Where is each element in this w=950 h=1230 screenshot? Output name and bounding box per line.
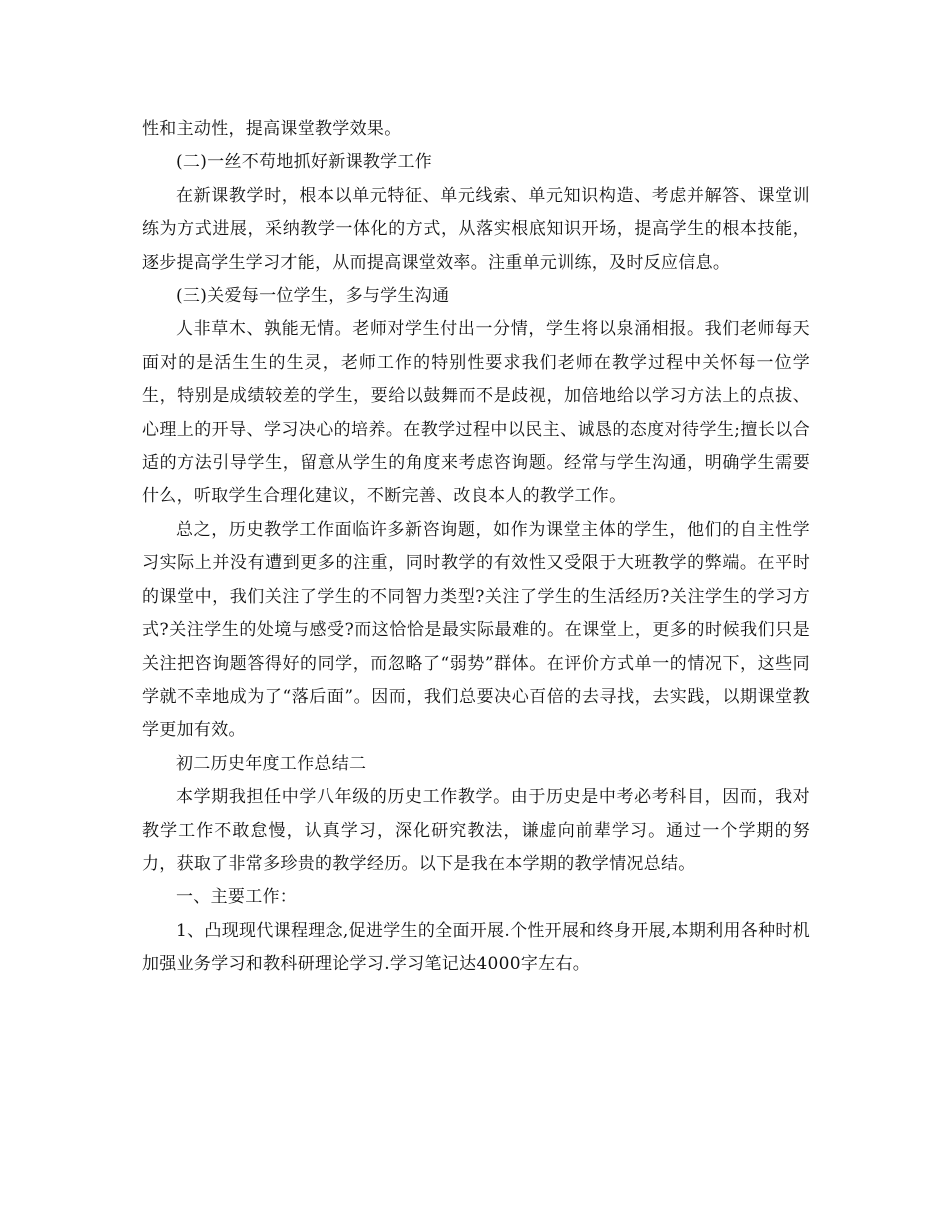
paragraph-new-lesson-teaching: 在新课教学时，根本以单元特征、单元线索、单元知识构造、考虑并解答、课堂训练为方式进展，采纳教学一体化的方式，从落实根底知识开场，提高学生的根本技能，逐步提高学生学习才能，从而提高课堂效率。注重单元训练，及时反应信息。 xyxy=(142,185,810,273)
paragraph-care-for-students: 人非草木、孰能无情。老师对学生付出一分情，学生将以泉涌相报。我们老师每天面对的是活生生的生灵，老师工作的特别性要求我们老师在教学过程中关怀每一位学生，特别是成绩较差的学生，要给以鼓舞而不是歧视，加倍地给以学习方法上的点拔、心理上的开导、学习决心的培养。在教学过程中以民主、诚恳的态度对待学生;擅长以合适的方法引导学生，留意从学生的角度来考虑咨询题。经常与学生沟通，明确学生需要什么，听取学生合理化建议，不断完善、改良本人的教学工作。 xyxy=(142,319,810,507)
section-heading-new-lesson-teaching: (二)一丝不苟地抓好新课教学工作 xyxy=(176,152,433,173)
section-heading-care-for-students: (三)关爱每一位学生，多与学生沟通 xyxy=(176,286,450,307)
document-subtitle: 初二历史年度工作总结二 xyxy=(176,753,367,774)
document-body xyxy=(142,113,810,982)
section-heading-main-work: 一、主要工作： xyxy=(176,887,298,908)
paragraph-semester-intro: 本学期我担任中学八年级的历史工作教学。由于历史是中考必考科目，因而，我对教学工作不敢怠慢，认真学习，深化研究教法，谦虚向前辈学习。通过一个学期的努力，获取了非常多珍贵的教学经历。以下是我在本学期的教学情况总结。 xyxy=(142,787,810,874)
paragraph-conclusion: 总之，历史教学工作面临许多新咨询题，如作为课堂主体的学生，他们的自主性学习实际上并没有遭到更多的注重，同时教学的有效性又受限于大班教学的弊端。在平时的课堂中，我们关注了学生的不同智力类型?关注了学生的生活经历?关注学生的学习方式?关注学生的处境与感受?而这恰恰是最实际最难的。在课堂上，更多的时候我们只是关注把咨询题答得好的同学，而忽略了“弱势”群体。在评价方式单一的情况下，这些同学就不幸地成为了“落后面”。因而，我们总要决心百倍的去寻找，去实践，以期课堂教学更加有效。 xyxy=(142,519,810,741)
paragraph-continuation: 性和主动性，提高课堂教学效果。 xyxy=(142,119,402,139)
paragraph-item-1: 1、凸现现代课程理念,促进学生的全面开展.个性开展和终身开展,本期利用各种时机加强业务学习和教科研理论学习.学习笔记达4000字左右。 xyxy=(142,920,810,975)
